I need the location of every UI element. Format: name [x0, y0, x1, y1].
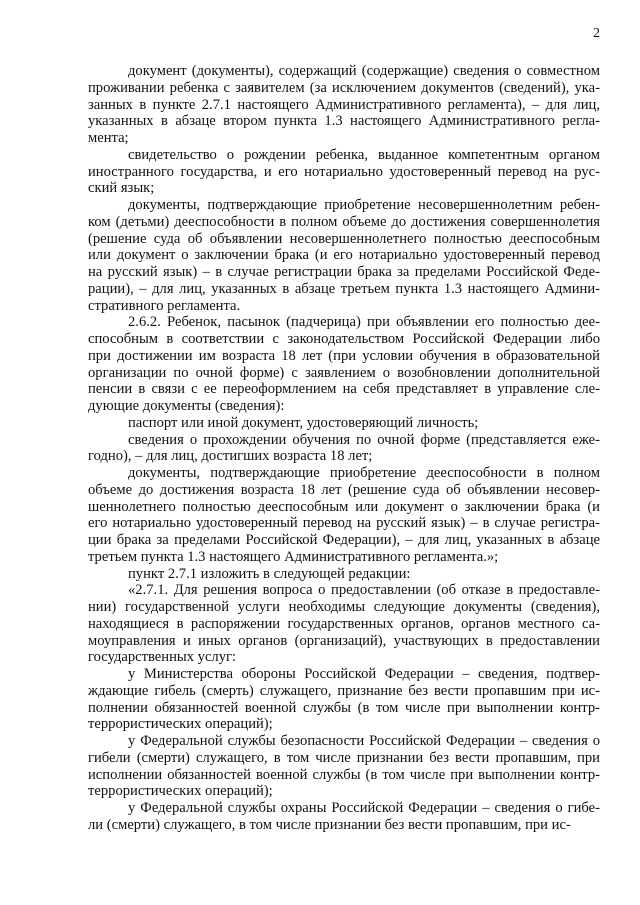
text-line: государственных услуг: [88, 649, 237, 666]
text-line: моуправления и иных органов (организаций), участвующих в предоставлении [88, 632, 600, 649]
text-line: «2.7.1. Для решения вопроса о предоставлении (об отказе в предоставле- [128, 582, 600, 599]
text-line: исполнении обязанностей военной службы (в том числе при выполнении контр- [88, 766, 600, 783]
text-line: свидетельство о рождении ребенка, выданное компетентным органом [128, 146, 600, 163]
text-line: рации), – для лиц, указанных в абзаце третьем пункта 1.3 настоящего Админи- [88, 280, 600, 297]
text-line: ждающие гибель (смерть) служащего, признание без вести пропавшим при ис- [88, 682, 600, 699]
text-line: пункт 2.7.1 изложить в следующей редакции: [128, 565, 411, 582]
text-line: пенсии в связи с ее переоформлением на себя представляет в управление сле- [88, 381, 600, 398]
paragraph [88, 800, 600, 834]
text-line: дующие документы (сведения): [88, 398, 285, 414]
paragraph [88, 63, 600, 147]
text-line: шеннолетнего полностью дееспособным или документ о заключении брака (и [88, 498, 600, 515]
text-line: объеме до достижения возраста 18 лет (решение суда об объявлении несовер- [88, 481, 600, 498]
text-line: ский язык; [88, 180, 155, 197]
text-line: (решение суда об объявлении несовершеннолетнего полностью дееспособным [88, 230, 600, 247]
paragraph [88, 147, 600, 197]
text-line: иностранного государства, и его нотариально удостоверенный перевод на рус- [88, 163, 600, 180]
text-line: или документ о заключении брака (и его нотариально удостоверенный перевод [88, 247, 600, 264]
text-line: документы, подтверждающие приобретение несовершеннолетним ребен- [128, 197, 600, 213]
paragraph [88, 733, 600, 800]
text-line: гибели (смерти) служащего, в том числе признании без вести пропавшим, при [88, 749, 600, 766]
text-line: террористических операций); [88, 716, 273, 733]
text-line: ком (детьми) дееспособности в полном объеме до достижения совершеннолетия [88, 213, 600, 230]
text-line: его нотариально удостоверенный перевод на русский язык) – в случае регистра- [88, 515, 600, 532]
page-number: 2 [593, 26, 600, 41]
text-line: у Федеральной службы охраны Российской Федерации – сведения о гибе- [128, 800, 600, 816]
text-line: полнении обязанностей военной службы (в том числе при выполнении контр- [88, 699, 600, 716]
text-line: мента; [88, 130, 129, 146]
text-line: находящиеся в распоряжении государственных органов, органов местного са- [88, 615, 600, 632]
text-line: нии) государственной услуги необходимы следующие документы (сведения), [88, 599, 600, 615]
paragraph [88, 197, 600, 314]
paragraph [88, 582, 600, 666]
text-line: стративного регламента. [88, 297, 241, 314]
text-line: при достижении им возраста 18 лет (при условии обучения в образовательной [88, 347, 600, 364]
text-line: организации по очной форме) с заявлением о возобновлении дополнительной [88, 364, 600, 381]
text-line: документ (документы), содержащий (содержащие) сведения о совместном [128, 63, 600, 79]
text-line: третьем пункта 1.3 настоящего Административного регламента.»; [88, 548, 499, 565]
text-line: ли (смерти) служащего, в том числе признании без вести пропавшим, при ис- [88, 816, 571, 833]
text-line: годно), – для лиц, достигших возраста 18 лет; [88, 448, 373, 465]
text-line: ции брака за пределами Российской Федерации), – для лиц, указанных в абзаце [88, 532, 600, 548]
text-line: указанных в абзаце втором пункта 1.3 настоящего Административного регла- [88, 113, 600, 130]
paragraph [88, 314, 600, 415]
text-line: сведения о прохождении обучения по очной форме (представляется еже- [128, 431, 600, 448]
text-line: документы, подтверждающие приобретение дееспособности в полном [128, 465, 600, 481]
text-line: занных в пункте 2.7.1 настоящего Административного регламента), – для лиц, [88, 96, 600, 113]
paragraph [88, 432, 600, 466]
paragraph [88, 566, 600, 583]
paragraph [88, 415, 600, 432]
document-body [88, 63, 600, 834]
text-line: у Министерства обороны Российской Федерации – сведения, подтвер- [128, 666, 600, 682]
paragraph [88, 666, 600, 733]
text-line: у Федеральной службы безопасности Российской Федерации – сведения о [128, 733, 600, 749]
text-line: на русский язык) – в случае регистрации брака за пределами Российской Феде- [88, 264, 600, 280]
text-line: террористических операций); [88, 783, 273, 800]
paragraph [88, 465, 600, 566]
text-line: 2.6.2. Ребенок, пасынок (падчерица) при объявлении его полностью дее- [128, 314, 600, 331]
text-line: паспорт или иной документ, удостоверяющий личность; [128, 414, 479, 431]
text-line: способным в соответствии с законодательством Российской Федерации либо [88, 331, 600, 347]
text-line: проживании ребенка с заявителем (за исключением документов (сведений), ука- [88, 79, 600, 96]
